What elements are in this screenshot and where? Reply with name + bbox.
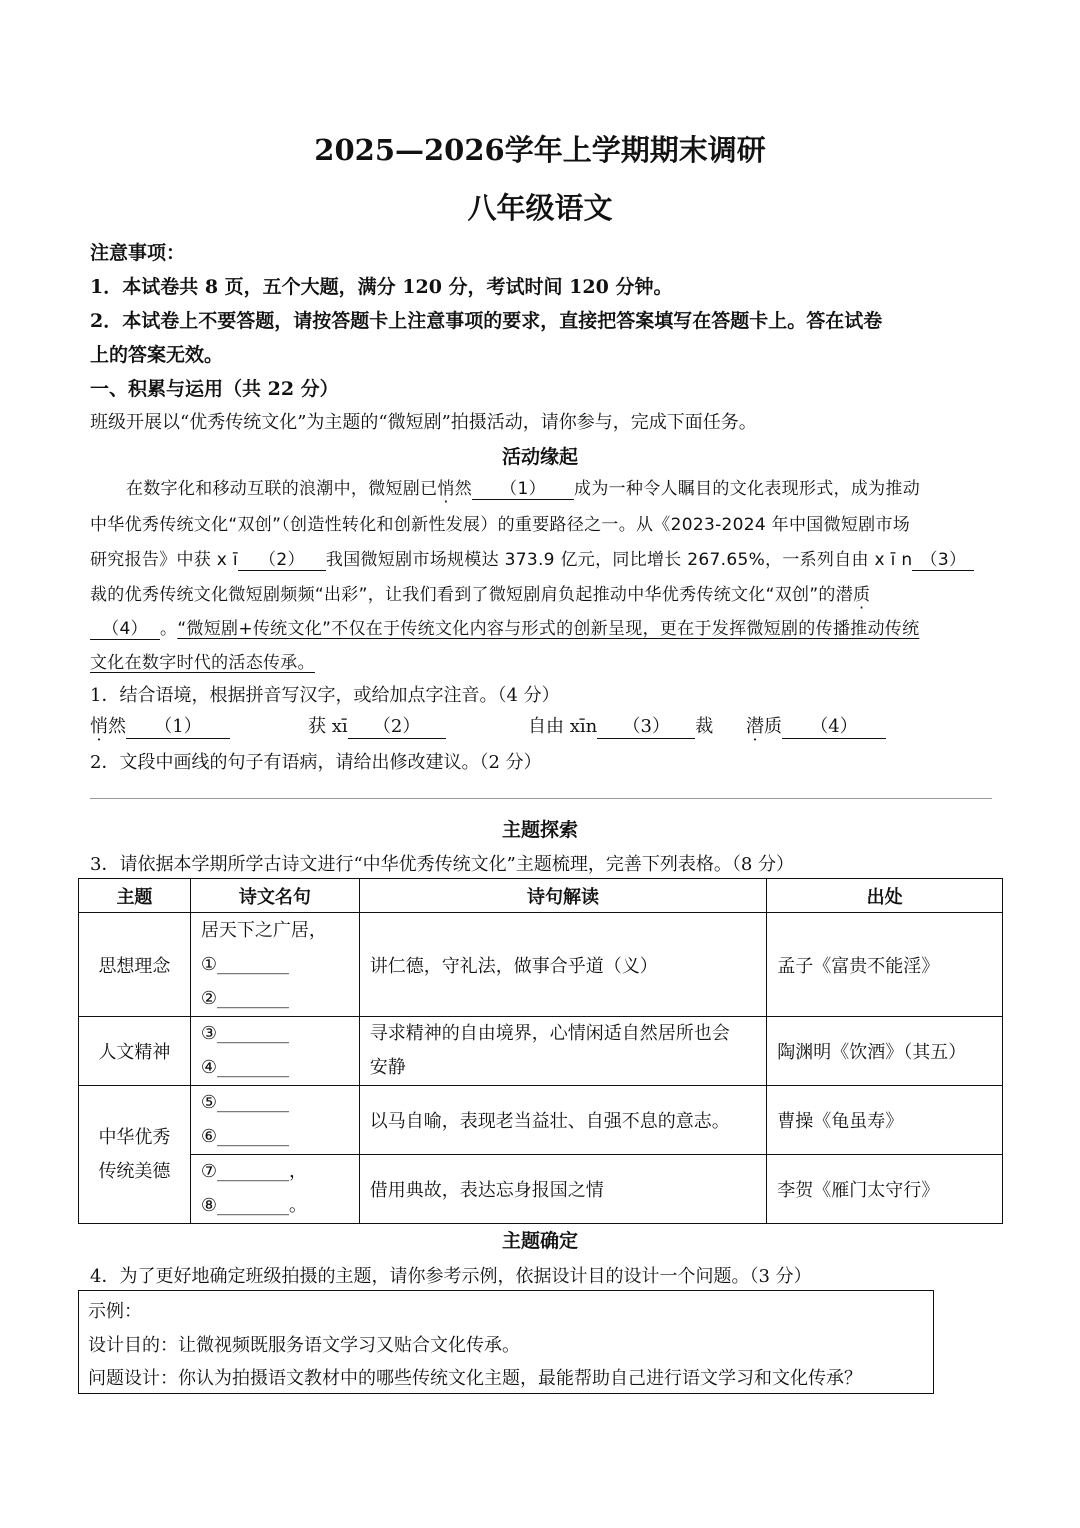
part1-intro: 班级开展以“优秀传统文化”为主题的“微短剧”拍摄活动，请你参与，完成下面任务。	[90, 412, 757, 433]
exam-title: 2025—2026学年上学期期末调研	[314, 133, 766, 167]
q1-item-1: 悄然 （1）	[90, 712, 230, 739]
q1-item-2: 获 xī （2）	[308, 712, 446, 739]
row2-verse: ③________ ④________	[190, 1017, 359, 1086]
exam-subtitle: 八年级语文	[467, 191, 613, 225]
origin-heading: 活动缘起	[501, 446, 578, 468]
q2-text: 2．文段中画线的句子有语病，请给出修改建议。（2 分）	[90, 752, 542, 773]
part1-heading: 一、积累与运用（共 22 分）	[90, 378, 339, 400]
theme-explore-heading: 主题探索	[501, 819, 578, 841]
blank-1: （1）	[472, 474, 574, 500]
row3-verse: ⑤________ ⑥________	[190, 1086, 359, 1155]
origin-line-2: 中华优秀传统文化“双创”（创造性转化和创新性发展）的重要路径之一。从《2023-2024 年中国微短剧市场	[90, 515, 911, 535]
notice-heading: 注意事项：	[90, 242, 186, 264]
answer-line	[90, 798, 992, 799]
blank-3: （3）	[912, 545, 974, 571]
q3-text: 3．请依据本学期所学古诗文进行“中华优秀传统文化”主题梳理，完善下列表格。（8 分）	[90, 854, 795, 875]
table-row	[79, 913, 1003, 1017]
notice-item-2-line1: 2．本试卷上不要答题，请按答题卡上注意事项的要求，直接把答案填写在答题卡上。答在试卷	[90, 310, 883, 332]
blank-2: （2）	[238, 545, 326, 571]
row4-source: 李贺《雁门太守行》	[767, 1155, 1003, 1224]
origin-line-5: （4） 。“微短剧+传统文化”不仅在于传统文化内容与形式的创新呈现，更在于发挥微短剧的传播推动传统	[90, 614, 919, 640]
theme-table	[78, 878, 1003, 1224]
header-verse: 诗文名句	[190, 879, 359, 913]
question-design: 问题设计：你认为拍摄语文教材中的哪些传统文化主题，最能帮助自己进行语文学习和文化传承？	[88, 1368, 862, 1389]
table-row	[79, 1086, 1003, 1155]
header-theme: 主题	[79, 879, 191, 913]
row4-verse: ⑦________， ⑧________。	[190, 1155, 359, 1224]
origin-line-1: 在数字化和移动互联的浪潮中，微短剧已悄然 （1） 成为一种令人瞩目的文化表现形式，成为推动	[126, 474, 920, 500]
faulty-sentence: “微短剧+传统文化”不仅在于传统文化内容与形式的创新呈现，更在于发挥微短剧的传播推动传统	[177, 619, 920, 639]
row1-meaning: 讲仁德，守礼法，做事合乎道（义）	[359, 913, 766, 1017]
notice-item-2-line2: 上的答案无效。	[90, 344, 224, 366]
theme-confirm-heading: 主题确定	[501, 1230, 578, 1252]
row3-source: 曹操《龟虽寿》	[767, 1086, 1003, 1155]
row3-meaning: 以马自喻，表现老当益壮、自强不息的意志。	[359, 1086, 766, 1155]
table-row	[79, 1017, 1003, 1086]
row1-source: 孟子《富贵不能淫》	[767, 913, 1003, 1017]
q1-text: 1．结合语境，根据拼音写汉字，或给加点字注音。（4 分）	[90, 685, 560, 706]
row2-theme: 人文精神	[79, 1017, 191, 1086]
origin-line-6: 文化在数字时代的活态传承。	[90, 653, 315, 673]
q1-item-4: 潜质 （4）	[746, 712, 886, 739]
design-goal: 设计目的：让微视频既服务语文学习又贴合文化传承。	[88, 1335, 520, 1356]
header-source: 出处	[767, 879, 1003, 913]
table-header-row	[79, 879, 1003, 913]
table-row	[79, 1155, 1003, 1224]
header-meaning: 诗句解读	[359, 879, 766, 913]
row1-verse: 居天下之广居， ①________ ②________	[190, 913, 359, 1017]
origin-line-3: 研究报告》中获 x ī （2） 我国微短剧市场规模达 373.9 亿元，同比增长 267.65%，一系列自由 x ī n （3）	[90, 545, 974, 571]
q1-item-3: 自由 xīn （3） 裁	[528, 712, 713, 739]
notice-item-1: 1．本试卷共 8 页，五个大题，满分 120 分，考试时间 120 分钟。	[90, 276, 673, 298]
q4-text: 4．为了更好地确定班级拍摄的主题，请你参考示例，依据设计目的设计一个问题。（3 分）	[90, 1266, 812, 1287]
row3-theme: 中华优秀 传统美德	[79, 1086, 191, 1224]
blank-4: （4）	[90, 614, 160, 640]
row2-meaning: 寻求精神的自由境界，心情闲适自然居所也会 安静	[359, 1017, 766, 1086]
example-label: 示例：	[88, 1301, 142, 1322]
row4-meaning: 借用典故，表达忘身报国之情	[359, 1155, 766, 1224]
origin-line-4: 裁的优秀传统文化微短剧频频“出彩”，让我们看到了微短剧肩负起推动中华优秀传统文化“双创”的潜质	[90, 585, 871, 605]
row1-theme: 思想理念	[79, 913, 191, 1017]
row2-source: 陶渊明《饮酒》（其五）	[767, 1017, 1003, 1086]
